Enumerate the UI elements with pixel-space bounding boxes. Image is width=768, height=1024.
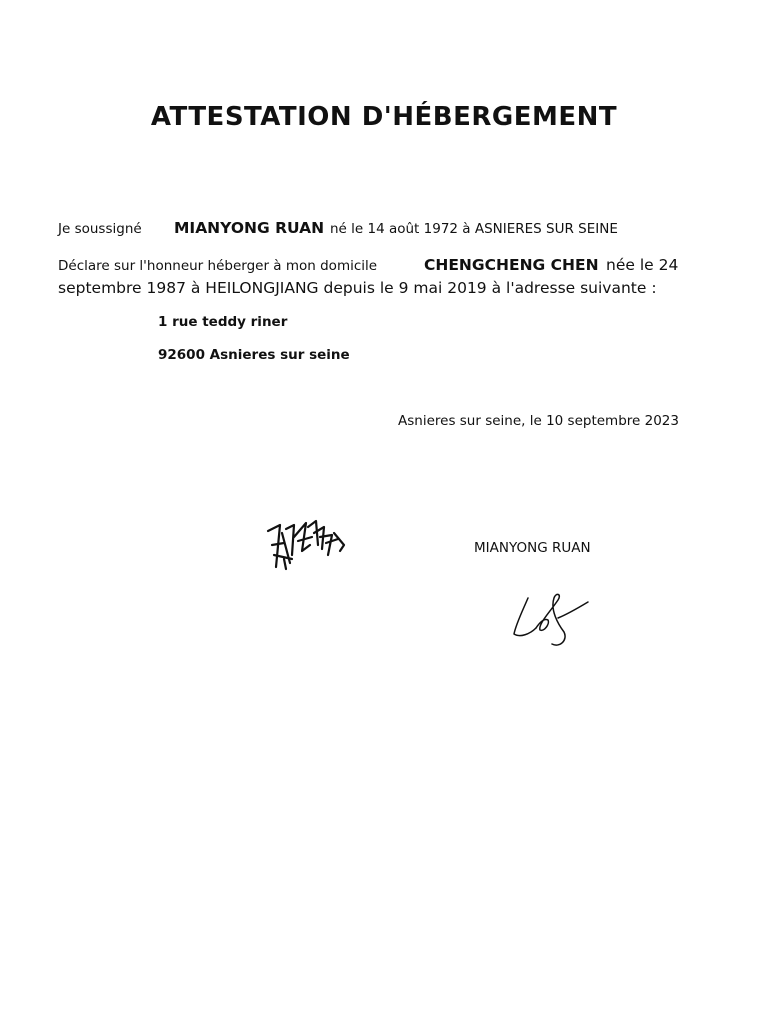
declaration-prefix: Déclare sur l'honneur héberger à mon domicile: [58, 258, 378, 274]
hosted-name: CHENGCHENG CHEN: [424, 256, 599, 274]
hosted-birth-start: née le 24: [606, 256, 679, 274]
hosted-signature: [264, 515, 350, 573]
declarant-name: MIANYONG RUAN: [174, 219, 325, 237]
address-city: 92600 Asnieres sur seine: [158, 347, 350, 363]
declarant-prefix: Je soussigné: [58, 221, 142, 237]
declarant-signature: [510, 588, 592, 652]
place-and-date: Asnieres sur seine, le 10 septembre 2023: [398, 413, 679, 429]
declarant-birth: né le 14 août 1972 à ASNIERES SUR SEINE: [330, 221, 618, 237]
document-title: ATTESTATION D'HÉBERGEMENT: [150, 102, 618, 132]
signatory-name: MIANYONG RUAN: [474, 540, 591, 556]
address-street: 1 rue teddy riner: [158, 314, 288, 330]
hosted-birth-rest: septembre 1987 à HEILONGJIANG depuis le 9 mai 2019 à l'adresse suivante :: [58, 279, 657, 297]
